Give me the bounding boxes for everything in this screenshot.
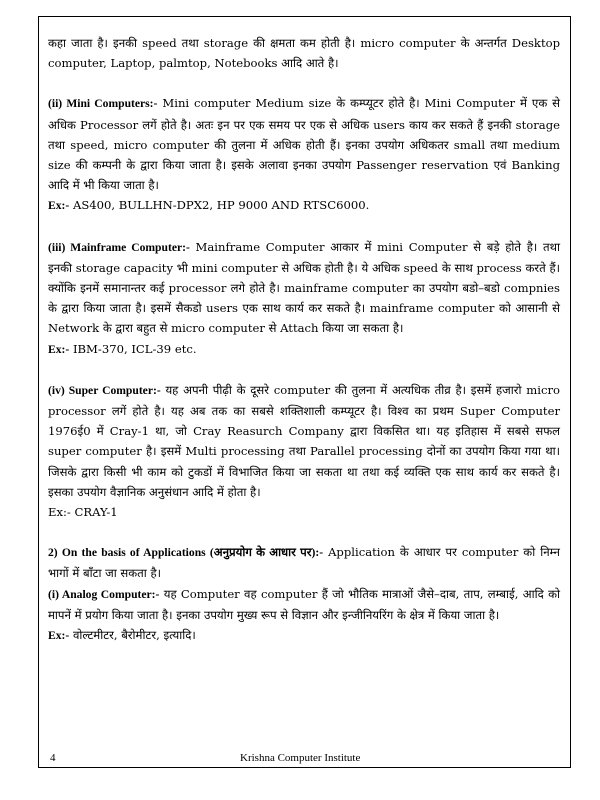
footer-institute-name: Krishna Computer Institute (240, 752, 361, 764)
mainframe-body: Mainframe Computer आकार में mini Computer से बड़े होते है। तथा इनकी storage capacity भी mini computer से अधिक होती है। ये अधिक speed के साथ process करते हैं। क्योंकि इनमें समानान्तर कई processor लगे होते है। mainframe computer का उपयोग बडो–बडो compnies के द्वारा किया जाता है। इसमें सैकडो users एक साथ कार्य कर सकते है। mainframe computer को आसानी से Network के द्वारा बहुत से micro computer से Attach किया जा सकता है। (48, 239, 560, 336)
mainframe-heading: (iii) Mainframe Computer:- (48, 240, 190, 254)
super-computer-body: यह अपनी पीढ़ी के दूसरे computer की तुलना में अत्यधिक तीव्र है। इसमें हजारो micro processor लगें होते है। यह अब तक का सबसे शक्तिशाली कम्प्यूटर है। विश्व का प्रथम Super Computer 1976ई0 में Cray-1 था, जो Cray Reasurch Company द्वारा विकसित था। यह इतिहास में सबसे सफल super computer है। इसमें Multi processing तथा Parallel processing दोनों का उपयोग किया गया था। जिसके द्वारा किसी भी काम को टुकडों में विभाजित किया जा सकता था तथा कई व्यक्ति एक साथ कार्य कर सकते है। इसका उपयोग वैज्ञानिक अनुसंधान आदि में होता है। (48, 382, 560, 499)
page-content (48, 33, 560, 646)
mini-computer-paragraph (48, 93, 560, 195)
applications-body: Application के आधार पर computer को निम्न भागों में बाँटा जा सकता है। (48, 545, 560, 581)
mini-ex-label: Ex:- (48, 199, 70, 213)
mini-ex-text: AS400, BULLHN-DPX2, HP 9000 AND RTSC6000. (69, 198, 370, 213)
mainframe-paragraph (48, 237, 560, 339)
super-computer-paragraph (48, 380, 560, 502)
analog-computer-body: यह Computer वह computer हैं जो भौतिक मात्राओं जैसे–दाब, ताप, लम्बाई, आदि को मापनें में प्रयोग किया जाता है। इनका उपयोग मुख्य रूप से विज्ञान और इन्जीनियरिंग के क्षेत्र में किया जाता है। (48, 586, 560, 622)
analog-ex-label: Ex:- (48, 629, 70, 643)
analog-computer-heading: (i) Analog Computer:- (48, 587, 160, 601)
intro-paragraph: कहा जाता है। इनकी speed तथा storage की क्षमता कम होती है। micro computer के अन्तर्गत Desktop computer, Laptop, palmtop, Notebooks आदि आते है। (48, 36, 560, 71)
analog-computer-examples (48, 625, 560, 646)
mainframe-ex-text: IBM-370, ICL-39 etc. (69, 341, 197, 356)
super-computer-heading: (iv) Super Computer:- (48, 383, 161, 397)
applications-heading: 2) On the basis of Applications (अनुप्रयोग के आधार पर):- (48, 546, 324, 560)
mini-computer-examples (48, 195, 560, 216)
mini-computer-heading: (ii) Mini Computers:- (48, 97, 158, 111)
mainframe-examples (48, 339, 560, 360)
mainframe-ex-label: Ex:- (48, 342, 70, 356)
super-computer-examples: Ex:- CRAY-1 (48, 505, 118, 520)
applications-paragraph (48, 542, 560, 583)
analog-ex-text: वोल्टमीटर, बैरोमीटर, इत्यादि। (69, 628, 196, 643)
analog-computer-paragraph (48, 584, 560, 625)
page-number: 4 (50, 752, 56, 764)
mini-computer-body: Mini computer Medium size के कम्प्यूटर होते है। Mini Computer में एक से अधिक Processor लगें होते है। अतः इन पर एक समय पर एक से अधिक users काय कर सकते हैं इनकी storage तथा speed, micro computer की तुलना में अधिक होती हैं। इनका उपयोग अधिकतर small तथा medium size की कम्पनी के द्वारा किया जाता है। इसके अलावा इनका उपयोग Passenger reservation एवं Banking आदि में भी किया जाता है। (48, 96, 561, 193)
